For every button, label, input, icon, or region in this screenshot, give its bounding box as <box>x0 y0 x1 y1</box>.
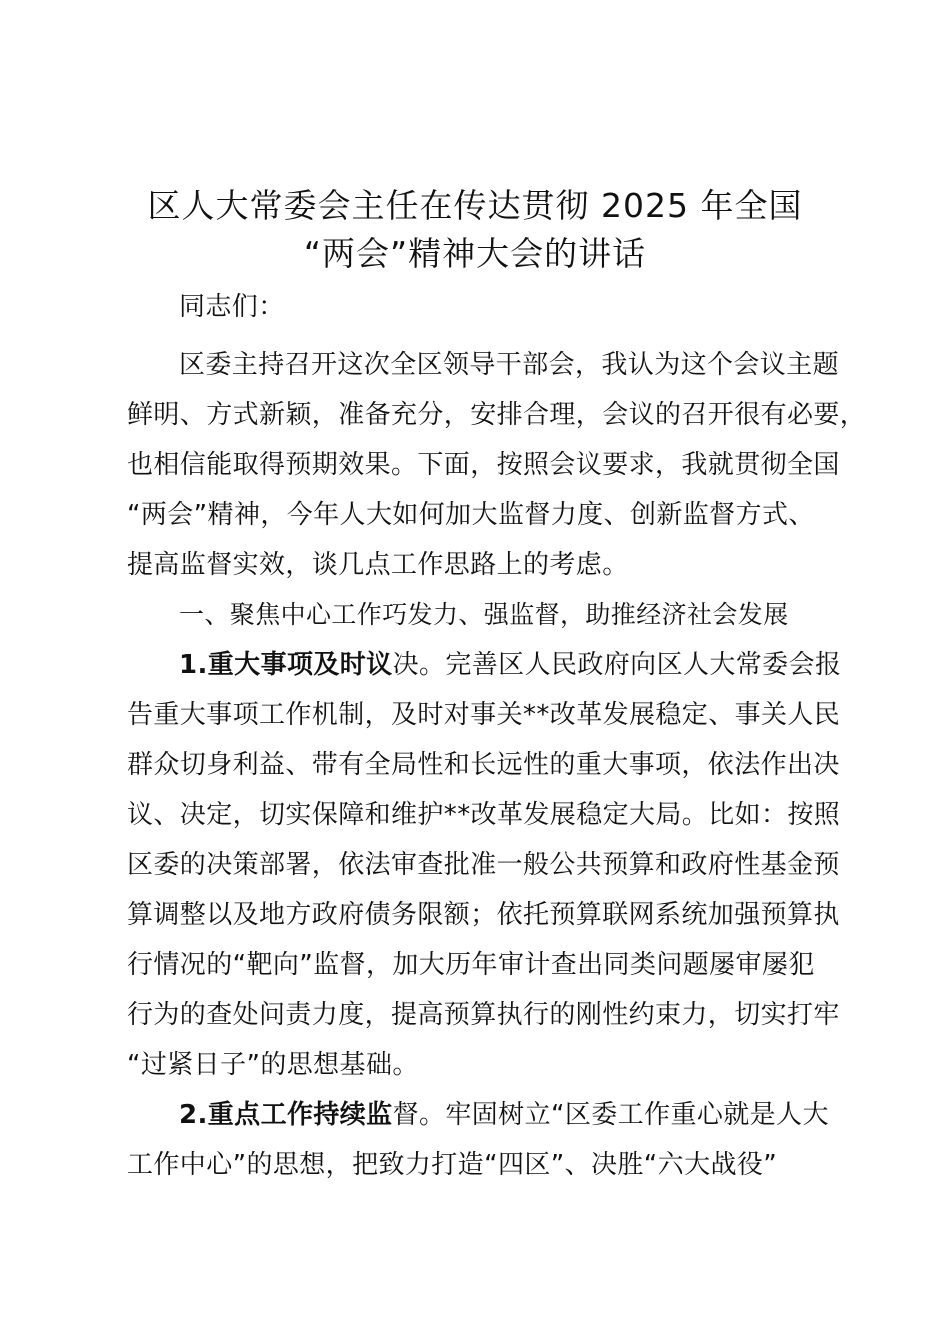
document-body <box>127 282 867 1190</box>
item-2-first-line-rest: 督。牢固树立“区委工作重心就是人大 <box>392 1100 829 1130</box>
salutation: 同志们： <box>179 292 285 322</box>
paragraph-line: 行情况的“靶向”监督，加大历年审计查出同类问题屡审屡犯 <box>127 950 815 980</box>
paragraph-line: 提高监督实效，谈几点工作思路上的考虑。 <box>127 550 629 580</box>
item-1-first-line-rest: 决。完善区人民政府向区人大常委会报 <box>392 650 842 680</box>
title-line-1: 区人大常委会主任在传达贯彻 2025 年全国 <box>147 186 803 225</box>
paragraph-line: 也相信能取得预期效果。下面，按照会议要求，我就贯彻全国 <box>127 450 840 480</box>
paragraph-line: “过紧日子”的思想基础。 <box>127 1050 419 1080</box>
paragraph-opening <box>127 340 867 590</box>
item-2-bold-heading: 2.重点工作持续监 <box>179 1100 393 1130</box>
paragraph-line: 议、决定，切实保障和维护**改革发展稳定大局。比如：按照 <box>127 800 841 830</box>
item-1-first-line <box>127 640 842 690</box>
title-line-2: “两会”精神大会的讲话 <box>303 234 647 273</box>
paragraph-line: 工作中心”的思想，把致力打造“四区”、决胜“六大战役” <box>127 1150 778 1180</box>
paragraph-line: 区委主持召开这次全区领导干部会，我认为这个会议主题 <box>179 350 840 380</box>
paragraph-line: 群众切身利益、带有全局性和长远性的重大事项，依法作出决 <box>127 750 840 780</box>
item-1-paragraph <box>127 640 842 1090</box>
item-2-first-line <box>127 1090 835 1140</box>
item-1-bold-heading: 1.重大事项及时议 <box>179 650 393 680</box>
paragraph-line: 鲜明、方式新颖，准备充分，安排合理，会议的召开很有必要， <box>127 400 867 430</box>
paragraph-line: 区委的决策部署，依法审查批准一般公共预算和政府性基金预 <box>127 850 840 880</box>
paragraph-line: “两会”精神，今年人大如何加大监督力度、创新监督方式、 <box>127 500 815 530</box>
item-2-paragraph <box>127 1090 835 1190</box>
paragraph-line: 算调整以及地方政府债务限额；依托预算联网系统加强预算执 <box>127 900 840 930</box>
paragraph-line: 行为的查处问责力度，提高预算执行的刚性约束力，切实打牢 <box>127 1000 840 1030</box>
section-heading-1: 一、聚焦中心工作巧发力、强监督，助推经济社会发展 <box>179 600 789 629</box>
document-title <box>0 182 950 278</box>
paragraph-line: 告重大事项工作机制，及时对事关**改革发展稳定、事关人民 <box>127 700 841 730</box>
